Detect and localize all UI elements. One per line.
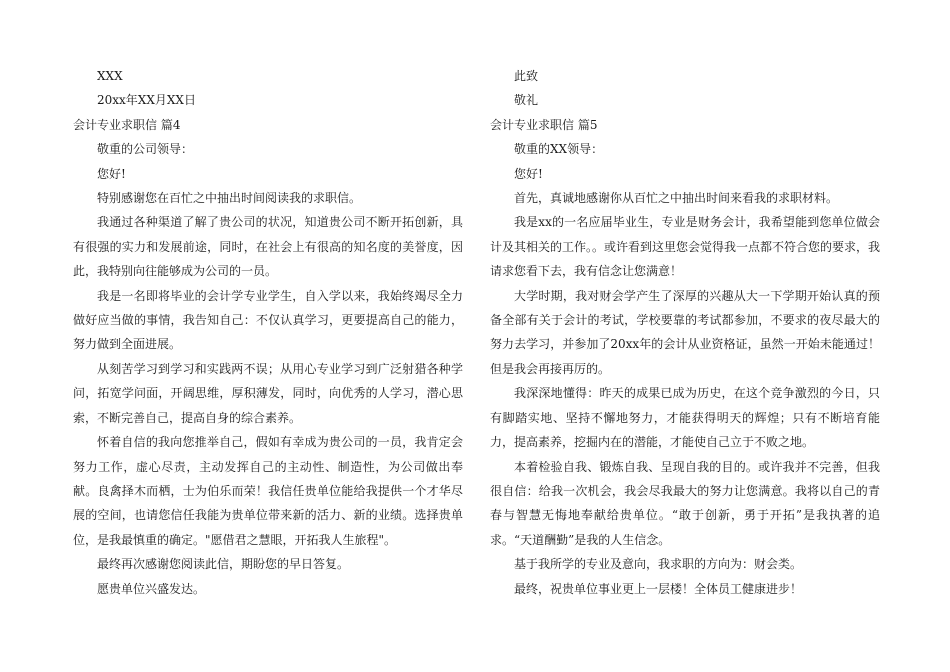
closing-salute: 敬礼	[514, 93, 539, 108]
letter-4-paragraph: 特别感谢您在百忙之中抽出时间阅读我的求职信。	[97, 191, 362, 206]
signature-name: XXX	[97, 69, 123, 83]
letter-5-paragraph: 大学时期，我对财会学产生了深厚的兴趣从大一下学期开始认真的预备全部有关于会计的考试，学校要靠的考试都参加，不要求的夜尽最大的努力去学习，并参加了20xx年的会计从业资格证，虽然一开始未能通过！但是我会再接再厉的。	[490, 288, 880, 376]
letter-5-paragraph: 基于我所学的专业及意向，我求职的方向为：财会类。	[514, 557, 803, 572]
closing-regards: 此致	[514, 69, 539, 83]
letter-4-paragraph: 最终再次感谢您阅读此信，期盼您的早日答复。	[97, 557, 350, 572]
letter-4-paragraph: 我是一名即将毕业的会计学专业学生，自入学以来，我始终竭尽全力做好应当做的事情，我告知自己：不仅认真学习，更要提高自己的能力，努力做到全面进展。	[73, 288, 463, 352]
letter-4-greeting: 您好!	[97, 166, 126, 181]
letter-4-paragraph: 怀着自信的我向您推举自己，假如有幸成为贵公司的一员，我肯定会努力工作，虚心尽责，主动发挥自己的主动性、制造性，为公司做出奉献。良禽择木而栖，士为伯乐而荣！我信任贵单位能给我提供一个才华尽展的空间，也请您信任我能为贵单位带来新的活力、新的业绩。选择贵单位，是我最慎重的确定。"愿借君之慧眼，开拓我人生旅程"。	[73, 435, 463, 547]
letter-5-paragraph: 本着检验自我、锻炼自我、呈现自我的目的。或许我并不完善，但我很自信：给我一次机会，我会尽我最大的努力让您满意。我将以自己的青春与智慧无悔地奉献给贵单位。“敢于创新，勇于开拓”是我执著的追求。“天道酬勤”是我的人生信念。	[490, 459, 880, 547]
letter-4-salutation: 敬重的公司领导：	[97, 142, 194, 157]
letter-5-greeting: 您好!	[514, 166, 543, 181]
signature-date: 20xx年XX月XX日	[97, 93, 196, 108]
letter-4-paragraph: 我通过各种渠道了解了贵公司的状况，知道贵公司不断开拓创新，具有很强的实力和发展前途，同时，在社会上有很高的知名度的美誉度，因此，我特别向往能够成为公司的一员。	[73, 215, 463, 279]
left-column	[73, 64, 463, 601]
letter-5-paragraph: 我深深地懂得：昨天的成果已成为历史，在这个竞争激烈的今日，只有脚踏实地、坚持不懈地努力，才能获得明天的辉煌；只有不断培育能力，提高素养，挖掘内在的潜能，才能使自己立于不败之地。	[490, 386, 880, 450]
letter-5-paragraph: 我是xx的一名应届毕业生，专业是财务会计，我希望能到您单位做会计及其相关的工作。。或许看到这里您会觉得我一点都不符合您的要求，我请求您看下去，我有信念让您满意！	[490, 215, 881, 279]
letter-5-salutation: 敬重的XX领导：	[514, 142, 604, 157]
letter-4-paragraph: 从刻苦学习到学习和实践两不误；从用心专业学习到广泛射猎各种学问，拓宽学问面，开阔思维，厚积薄发，同时，向优秀的人学习，潜心思索，不断完善自己，提高自身的综合素养。	[73, 361, 463, 425]
letter-4-title: 会计专业求职信 篇4	[73, 117, 181, 132]
letter-5-title: 会计专业求职信 篇5	[490, 117, 598, 132]
letter-5-paragraph: 首先，真诚地感谢你从百忙之中抽出时间来看我的求职材料。	[514, 191, 839, 206]
letter-4-closing: 愿贵单位兴盛发达。	[97, 581, 206, 596]
letter-5-closing: 最终，祝贵单位事业更上一层楼！全体员工健康进步！	[514, 581, 803, 596]
right-column	[490, 64, 880, 601]
